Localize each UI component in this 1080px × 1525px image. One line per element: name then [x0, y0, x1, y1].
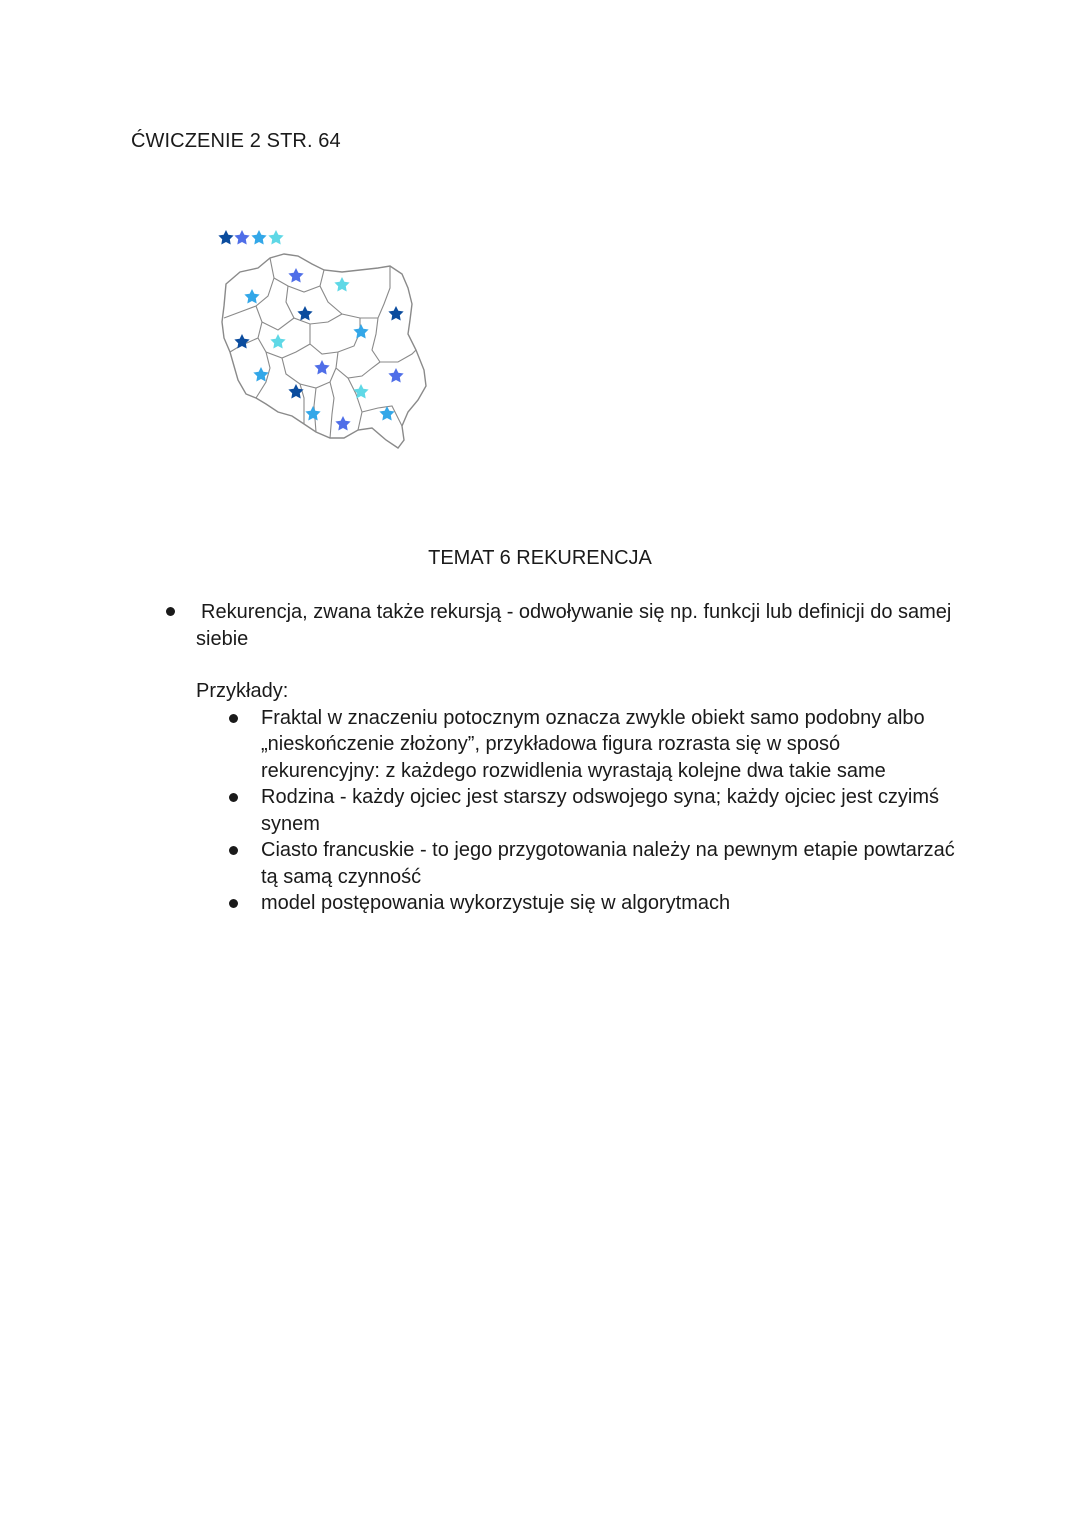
example-text: Fraktal w znaczeniu potocznym oznacza zwykle obiekt samo podobny albo „nieskończenie złożony”, przykładowa figura rozrasta się w sposó rekurencyjny: z każdego rozwidlenia wyrastają kolejne dwa takie same: [261, 706, 925, 782]
star-icon: [251, 230, 266, 244]
bullet-icon: [229, 899, 238, 908]
poland-map-svg: [212, 222, 434, 458]
examples-label: Przykłady:: [196, 680, 289, 702]
bullet-icon: [229, 793, 238, 802]
legend-stars: [218, 230, 283, 244]
definition-text: Rekurencja, zwana także rekursją - odwoływanie się np. funkcji lub definicji do samej siebie: [196, 601, 952, 650]
star-icon: [234, 230, 249, 244]
page-heading: ĆWICZENIE 2 STR. 64: [131, 130, 341, 152]
bullet-icon: [229, 714, 238, 723]
list-item: [261, 784, 960, 837]
list-item: [261, 837, 960, 890]
list-item: [261, 705, 960, 785]
bullet-icon: [166, 607, 175, 616]
country-outline: [222, 254, 426, 448]
topic-title: TEMAT 6 REKURENCJA: [428, 547, 652, 569]
list-item-definition: [160, 599, 960, 652]
bullet-icon: [229, 846, 238, 855]
main-list: [160, 599, 960, 917]
example-text: Ciasto francuskie - to jego przygotowania należy na pewnym etapie powtarzać tą samą czynność: [261, 839, 955, 888]
list-item: [261, 890, 960, 917]
star-icon: [268, 230, 283, 244]
poland-map-icon: [212, 222, 434, 458]
example-text: model postępowania wykorzystuje się w algorytmach: [261, 892, 731, 914]
example-text: Rodzina - każdy ojciec jest starszy odswojego syna; każdy ojciec jest czyimś synem: [261, 786, 940, 835]
examples-list: [160, 705, 960, 917]
star-icon: [218, 230, 233, 244]
